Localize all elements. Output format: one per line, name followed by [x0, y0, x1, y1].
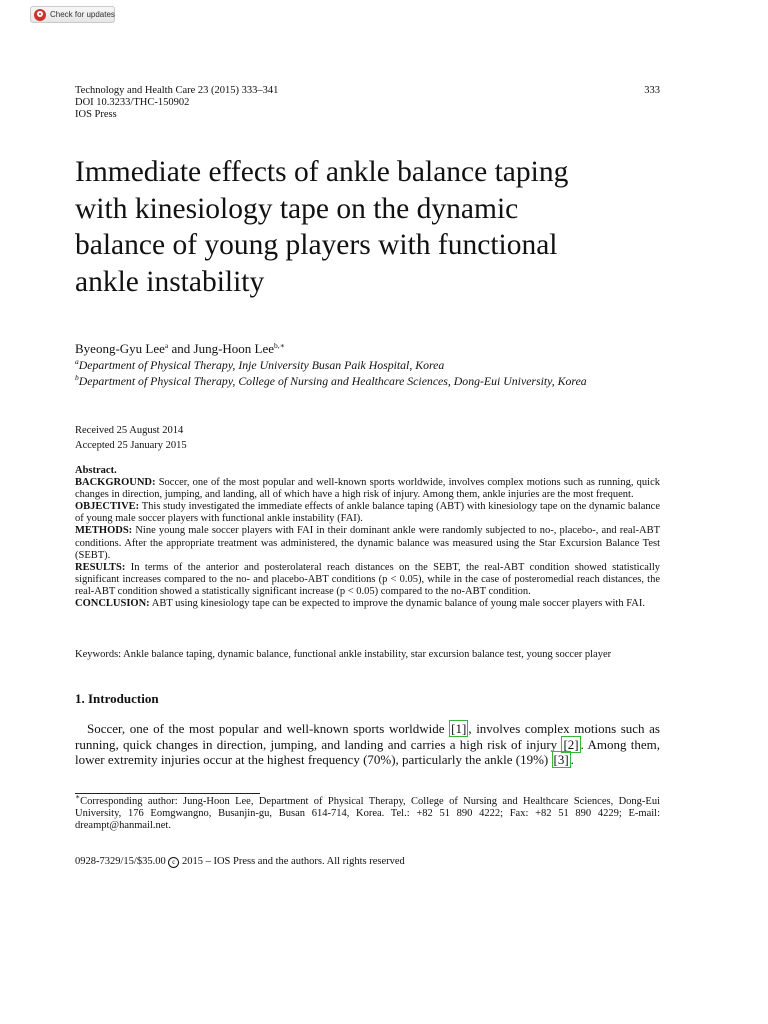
body-text: Soccer, one of the most popular and well-known sports worldwide: [87, 721, 450, 736]
abstract-objective: [75, 501, 660, 525]
submission-dates: [75, 423, 187, 453]
citation-link[interactable]: [3]: [553, 752, 569, 768]
citation-link[interactable]: [1]: [451, 721, 467, 736]
title-line: ankle instability: [75, 265, 265, 298]
abstract-text: Soccer, one of the most popular and well-known sports worldwide, involves complex motions such as running, quick changes in direction, jumping, and landing, all of which have a high risk of injury. Among them, ankle injuries are the most frequent.: [75, 477, 660, 501]
body-text: . Among them, lower extremity injuries occur at the highest frequency (70%), particularly the ankle (19%): [75, 736, 661, 768]
doi: DOI 10.3233/THC-150902: [75, 97, 190, 108]
paper-title: [75, 154, 675, 300]
abstract: [75, 465, 660, 610]
copyright-suffix: 2015 – IOS Press and the authors. All rights reserved: [179, 856, 405, 867]
title-line: balance of young players with functional: [75, 229, 558, 261]
abstract-text: This study investigated the immediate effects of ankle balance taping (ABT) with kinesiology tape on the dynamic balance of young male soccer players with functional ankle instability (FAI).: [75, 501, 660, 525]
check-for-updates-label: Check for updates: [50, 10, 115, 19]
abstract-label: CONCLUSION:: [75, 598, 150, 610]
keywords: Keywords: Ankle balance taping, dynamic balance, functional ankle instability, star excursion balance test, young soccer player: [75, 649, 612, 660]
abstract-text: In terms of the anterior and posterolateral reach distances on the SEBT, the real-ABT condition showed statistically significant increases compared to the no- and placebo-ABT conditions (p < 0.05), while in the case of posteromedial reach distances, the real-ABT condition showed a statistically significant increase (p < 0.05) compared to the no-ABT condition.: [75, 561, 660, 597]
body-text: .: [570, 752, 574, 768]
accepted-date: Accepted 25 January 2015: [75, 440, 187, 451]
check-for-updates-icon: [34, 9, 46, 21]
affiliation-mark: b,∗: [274, 341, 285, 350]
abstract-label: METHODS:: [75, 525, 133, 537]
body-text: , involves complex motions such as running, quick changes in direction, jumping, and landing and carries a high risk of injury: [75, 721, 660, 752]
author-name: Byeong-Gyu Lee: [75, 341, 165, 356]
abstract-conclusion: [75, 598, 660, 610]
affiliation-mark: a: [75, 357, 79, 366]
affiliation-mark: a: [164, 341, 169, 350]
affiliation-b: [75, 374, 665, 388]
abstract-label: RESULTS:: [75, 561, 126, 573]
section-heading-introduction: 1. Introduction: [75, 691, 159, 706]
footnote-mark: ∗: [75, 792, 81, 801]
abstract-text: Nine young male soccer players with FAI in their dominant ankle were randomly subjected to no-, placebo-, and real-ABT conditions. After the appropriate treatment was administered, the dynamic balance was measured using the Star Excursion Balance Test (SEBT).: [75, 525, 660, 561]
abstract-background: [75, 477, 660, 501]
author-conjunction: and: [168, 341, 194, 356]
title-line: with kinesiology tape on the dynamic: [75, 192, 519, 225]
publisher: IOS Press: [75, 109, 117, 120]
footnote-divider: [75, 793, 260, 794]
author-list: [75, 341, 285, 357]
abstract-label: OBJECTIVE:: [75, 501, 140, 513]
footnote-text: Corresponding author: Jung-Hoon Lee, Department of Physical Therapy, College of Nursing and Healthcare Sciences, Dong-Eui University, 176 Eomgwangno, Busanjin-gu, Busan 614-714, Korea. Tel.: +82 51 890 4222; Fax: +82 51 890 4229; E-mail: dreampt@hanmail.net.: [75, 796, 660, 832]
abstract-results: [75, 562, 660, 598]
check-for-updates-button[interactable]: [30, 6, 115, 23]
introduction-paragraph: [75, 721, 660, 768]
affiliation-mark: b: [75, 373, 79, 382]
affiliation-a: [75, 358, 444, 372]
affiliation-text: Department of Physical Therapy, Inje University Busan Paik Hospital, Korea: [78, 358, 445, 372]
abstract-heading: Abstract.: [75, 465, 117, 476]
abstract-text: ABT using kinesiology tape can be expected to improve the dynamic balance of young male soccer players with FAI.: [149, 598, 645, 610]
received-date: Received 25 August 2014: [75, 425, 184, 436]
copyright-prefix: 0928-7329/15/$35.00: [75, 856, 169, 867]
corresponding-author-footnote: [75, 792, 660, 832]
journal-citation: Technology and Health Care 23 (2015) 333–341: [75, 85, 279, 96]
page-number: 333: [644, 85, 660, 96]
author-name: Jung-Hoon Lee: [193, 341, 275, 356]
abstract-methods: [75, 525, 660, 561]
affiliation-text: Department of Physical Therapy, College of Nursing and Healthcare Sciences, Dong-Eui University, Korea: [78, 374, 587, 388]
title-line: Immediate effects of ankle balance taping: [75, 156, 569, 188]
journal-info: [75, 85, 278, 121]
copyright-line: [75, 856, 405, 868]
citation-link[interactable]: [2]: [563, 736, 579, 752]
copyright-icon: c: [168, 857, 179, 868]
abstract-label: BACKGROUND:: [75, 477, 156, 489]
